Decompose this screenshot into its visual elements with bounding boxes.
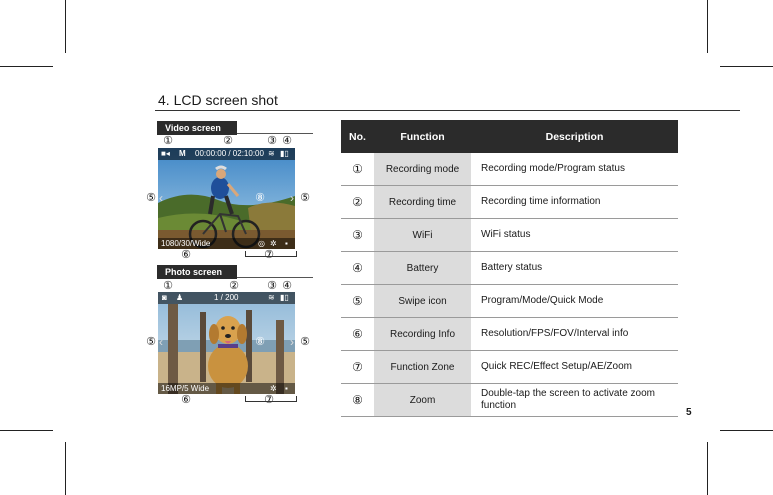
video-screen-tag: Video screen (157, 121, 237, 135)
row-description: WiFi status (471, 219, 678, 252)
row-function: Zoom (374, 384, 471, 417)
callout-4: ④ (282, 280, 292, 292)
recording-time: 00:00:00 / 02:10:00 (195, 149, 264, 158)
crop-mark (707, 0, 708, 53)
row-no: ⑧ (341, 384, 374, 417)
callout-5-right: ⑤ (300, 192, 310, 204)
dog-photo (158, 292, 295, 394)
effect-icon[interactable]: ✲ (270, 384, 277, 393)
crop-mark (65, 0, 66, 53)
function-zone-bracket (245, 396, 297, 402)
table-row (341, 285, 678, 318)
crop-mark (0, 430, 53, 431)
callout-7: ⑦ (264, 249, 274, 261)
row-function: WiFi (374, 219, 471, 252)
row-function: Function Zone (374, 351, 471, 384)
row-function: Recording time (374, 186, 471, 219)
row-function: Battery (374, 252, 471, 285)
callout-6: ⑥ (181, 394, 191, 406)
callout-4: ④ (282, 135, 292, 147)
function-zone-icon[interactable]: ▪ (285, 384, 288, 393)
row-description: Battery status (471, 252, 678, 285)
header-no: No. (341, 120, 374, 153)
chevron-right-icon[interactable]: › (290, 335, 294, 349)
table-header-row (341, 120, 678, 153)
recording-info: 16MP/5 Wide (161, 384, 210, 393)
callout-8: ⑧ (255, 192, 265, 204)
cyclist-photo (158, 148, 295, 249)
battery-icon: ▮▯ (280, 149, 289, 158)
section-title: 4. LCD screen shot (158, 92, 278, 108)
tag-divider (237, 133, 313, 134)
table-row (341, 219, 678, 252)
title-rule (155, 110, 740, 111)
person-icon: ♟ (176, 293, 184, 302)
crop-mark (720, 430, 773, 431)
photo-status-bar (158, 292, 295, 304)
video-screen-preview (158, 148, 295, 249)
callout-5-left: ⑤ (146, 336, 156, 348)
function-table (341, 120, 678, 417)
video-status-bar (158, 148, 295, 160)
photo-counter: 1 / 200 (214, 293, 239, 302)
crop-mark (65, 442, 66, 495)
row-description: Recording mode/Program status (471, 153, 678, 186)
function-zone-bracket (245, 251, 297, 257)
tag-divider (237, 277, 313, 278)
callout-3: ③ (267, 280, 277, 292)
function-zone-icon[interactable]: ▪ (285, 239, 288, 248)
callout-1: ① (163, 135, 173, 147)
row-description: Resolution/FPS/FOV/Interval info (471, 318, 678, 351)
page-number: 5 (686, 407, 692, 418)
row-no: ⑦ (341, 351, 374, 384)
chevron-right-icon[interactable]: › (290, 190, 294, 205)
video-camera-icon: ■◂ (161, 149, 170, 158)
photo-info-bar (158, 383, 295, 394)
header-function: Function (374, 120, 471, 153)
row-description: Recording time information (471, 186, 678, 219)
table-row (341, 252, 678, 285)
row-no: ② (341, 186, 374, 219)
row-description: Quick REC/Effect Setup/AE/Zoom (471, 351, 678, 384)
chevron-left-icon[interactable]: ‹ (159, 335, 163, 349)
camera-icon: ◙ (162, 293, 167, 302)
wifi-icon: ≋ (268, 293, 275, 302)
zoom-icon[interactable]: ◎ (258, 239, 265, 248)
callout-5-right: ⑤ (300, 336, 310, 348)
row-no: ① (341, 153, 374, 186)
row-function: Recording Info (374, 318, 471, 351)
callout-5-left: ⑤ (146, 192, 156, 204)
row-function: Swipe icon (374, 285, 471, 318)
row-description: Program/Mode/Quick Mode (471, 285, 678, 318)
callout-7: ⑦ (264, 394, 274, 406)
callout-2: ② (223, 135, 233, 147)
row-function: Recording mode (374, 153, 471, 186)
row-no: ③ (341, 219, 374, 252)
photo-screen-tag: Photo screen (157, 265, 237, 279)
callout-3: ③ (267, 135, 277, 147)
mode-badge: M (179, 149, 186, 158)
callout-8: ⑧ (255, 336, 265, 348)
callout-1: ① (163, 280, 173, 292)
table-row (341, 384, 678, 417)
crop-mark (0, 66, 53, 67)
wifi-icon: ≋ (268, 149, 275, 158)
row-no: ⑤ (341, 285, 374, 318)
crop-mark (707, 442, 708, 495)
row-no: ⑥ (341, 318, 374, 351)
photo-screen-preview (158, 292, 295, 394)
callout-6: ⑥ (181, 249, 191, 261)
callout-2: ② (229, 280, 239, 292)
recording-info: 1080/30/Wide (161, 239, 211, 248)
table-row (341, 318, 678, 351)
video-info-bar (158, 238, 295, 249)
battery-icon: ▮▯ (280, 293, 289, 302)
header-description: Description (471, 120, 678, 153)
table-row (341, 351, 678, 384)
table-row (341, 153, 678, 186)
table-row (341, 186, 678, 219)
row-no: ④ (341, 252, 374, 285)
row-description: Double-tap the screen to activate zoom function (471, 384, 678, 417)
effect-icon[interactable]: ✲ (270, 239, 277, 248)
crop-mark (720, 66, 773, 67)
chevron-left-icon[interactable]: ‹ (159, 190, 163, 205)
